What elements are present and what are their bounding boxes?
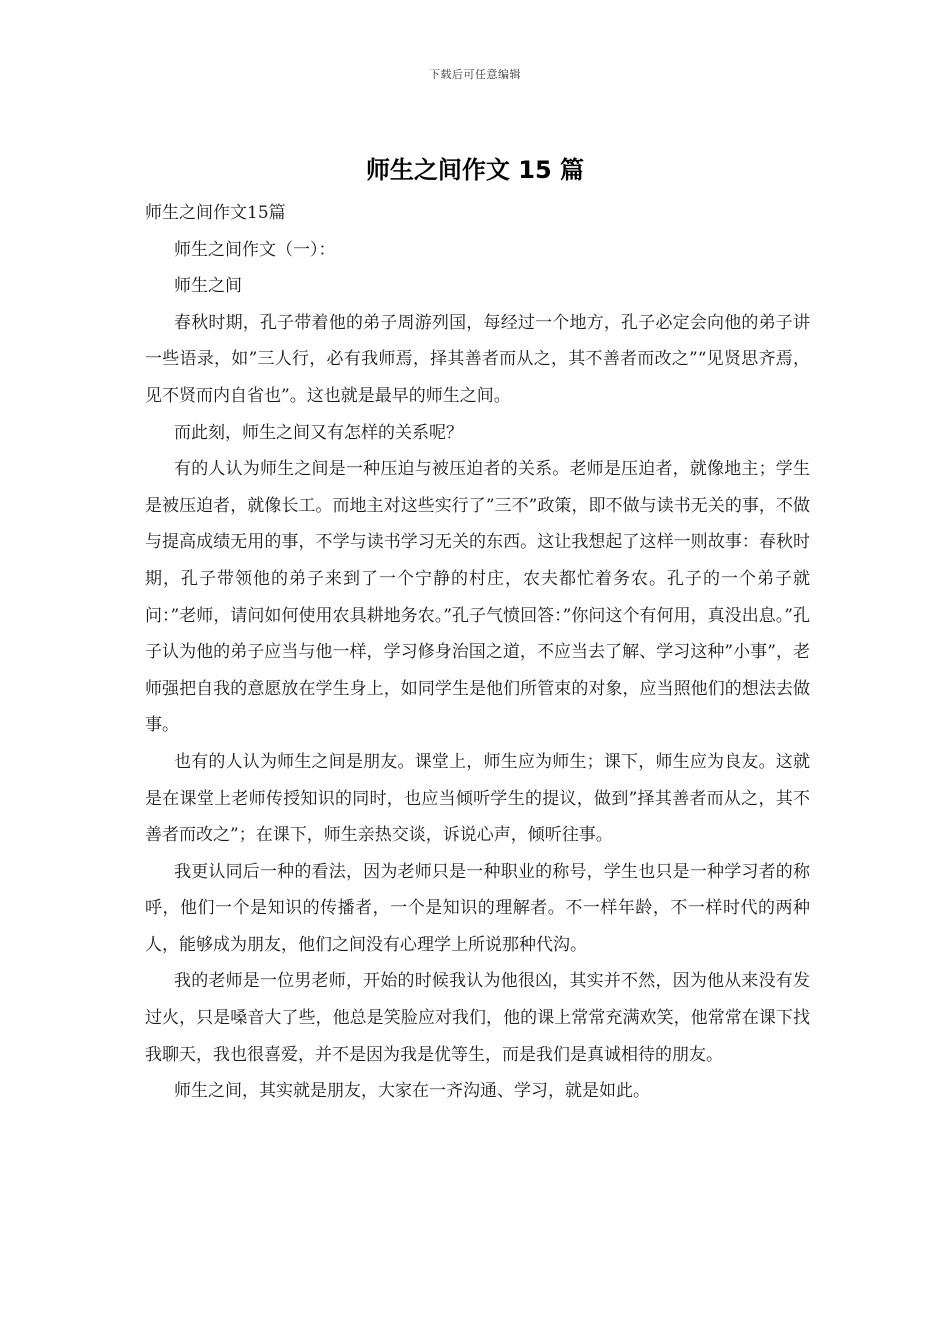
body-paragraph: 春秋时期，孔子带着他的弟子周游列国，每经过一个地方，孔子必定会向他的弟子讲一些语录，如”三人行，必有我师焉，择其善者而从之，其不善者而改之”“见贤思齐焉，见不贤而内自省也”。这也就是最早的师生之间。 xyxy=(145,312,810,406)
body-paragraph: 我更认同后一种的看法，因为老师只是一种职业的称号，学生也只是一种学习者的称呼，他们一个是知识的传播者，一个是知识的理解者。不一样年龄，不一样时代的两种人，能够成为朋友，他们之间没有心理学上所说那种代沟。 xyxy=(145,861,810,955)
header-note: 下载后可任意编辑 xyxy=(429,68,521,81)
body-paragraph: 而此刻，师生之间又有怎样的关系呢？ xyxy=(174,422,463,443)
section-heading: 师生之间作文（一）： xyxy=(174,239,336,260)
body-paragraph: 我的老师是一位男老师，开始的时候我认为他很凶，其实并不然，因为他从来没有发过火，只是嗓音大了些，他总是笑脸应对我们，他的课上常常充满欢笑，他常常在课下找我聊天，我也很喜爱，并不是因为我是优等生，而是我们是真诚相待的朋友。 xyxy=(145,971,810,1065)
document-title: 师生之间作文 15 篇 xyxy=(365,156,585,184)
essay-title: 师生之间 xyxy=(174,276,242,297)
body-paragraph: 也有的人认为师生之间是朋友。课堂上，师生应为师生；课下，师生应为良友。这就是在课堂上老师传授知识的同时，也应当倾听学生的提议，做到”择其善者而从之，其不善者而改之”；在课下，师生亲热交谈，诉说心声，倾听往事。 xyxy=(145,751,810,846)
body-paragraph: 有的人认为师生之间是一种压迫与被压迫者的关系。老师是压迫者，就像地主；学生是被压迫者，就像长工。而地主对这些实行了”三不”政策，即不做与读书无关的事，不做与提高成绩无用的事，不学与读书学习无关的东西。这让我想起了这样一则故事：春秋时期，孔子带领他的弟子来到了一个宁静的村庄，农夫都忙着务农。孔子的一个弟子就问：”老师，请问如何使用农具耕地务农。”孔子气愤回答：”你问这个有何用，真没出息。”孔子认为他的弟子应当与他一样，学习修身治国之道，不应当去了解、学习这种”小事”，老师强把自我的意愿放在学生身上，如同学生是他们所管束的对象，应当照他们的想法去做事。 xyxy=(145,459,810,736)
body-paragraph: 师生之间，其实就是朋友，大家在一齐沟通、学习，就是如此。 xyxy=(174,1081,650,1102)
document-body xyxy=(145,195,810,1110)
subtitle-paragraph: 师生之间作文15篇 xyxy=(145,203,286,223)
